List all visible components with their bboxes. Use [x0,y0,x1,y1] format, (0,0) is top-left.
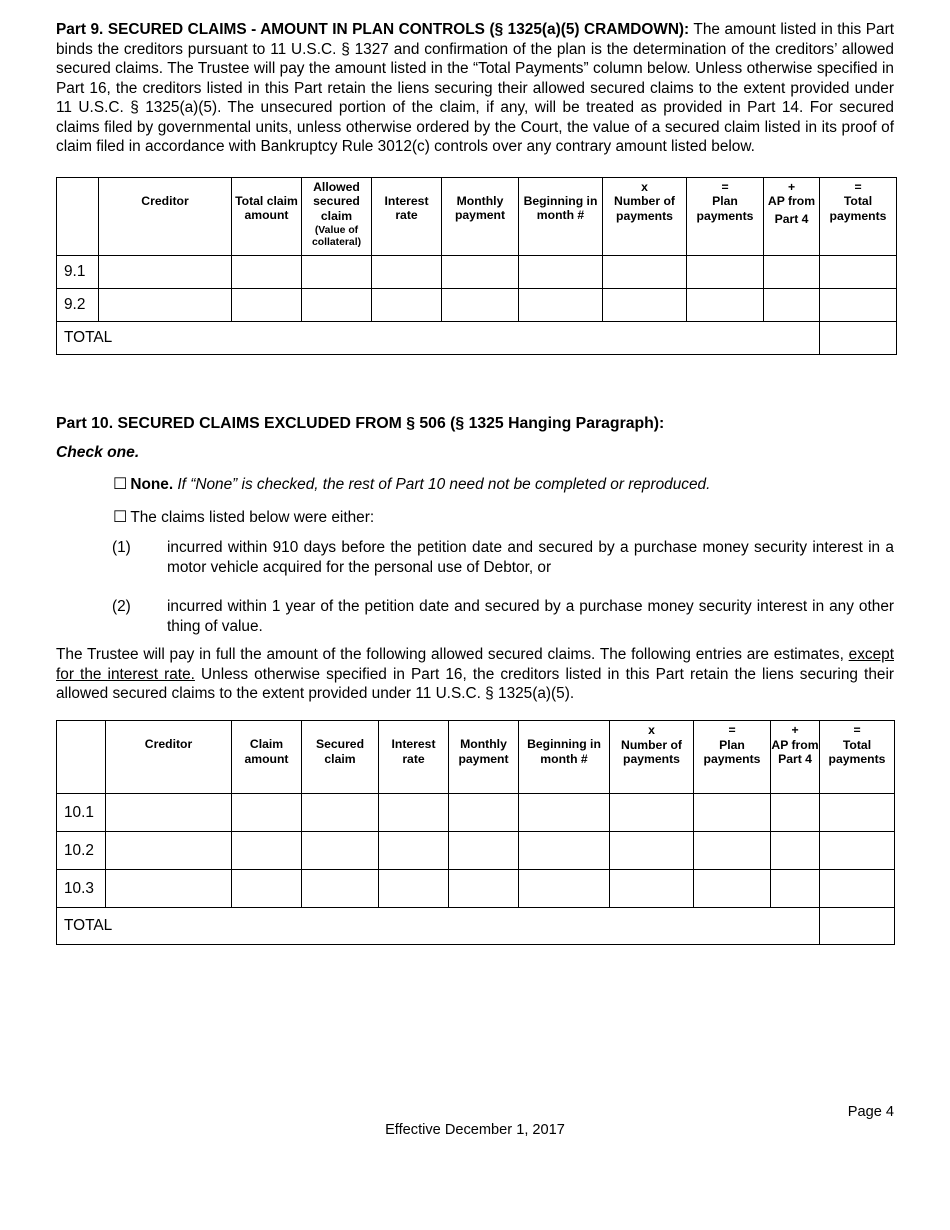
part9-header-total: = Total payments [820,177,897,255]
table-cell[interactable] [771,794,820,832]
part10-header-blank [57,721,106,794]
table-cell[interactable] [771,870,820,908]
checkbox-icon[interactable]: ☐ [113,476,128,493]
table-cell[interactable] [302,288,372,321]
part10-header-number: x Number of payments [610,721,694,794]
row-label: 10.3 [57,870,106,908]
table-cell[interactable] [820,832,895,870]
interest-rate-underline: except for the interest rate. [56,646,894,683]
table-cell[interactable] [106,794,232,832]
total-label: TOTAL [57,908,820,945]
table-cell[interactable] [519,255,603,288]
part9-heading: Part 9. SECURED CLAIMS - AMOUNT IN PLAN CONTROLS (§ 1325(a)(5) CRAMDOWN): [56,21,690,38]
table-cell[interactable] [610,870,694,908]
table-cell[interactable] [694,832,771,870]
part9-table [56,177,897,355]
item-number: (2) [112,598,131,615]
table-cell[interactable] [449,794,519,832]
part9-header-creditor: Creditor [99,177,232,255]
part10-heading: Part 10. SECURED CLAIMS EXCLUDED FROM § 506 (§ 1325 Hanging Paragraph): [56,415,665,432]
check-one-label: Check one. [56,444,140,461]
page-number: Page 4 [847,1104,894,1120]
table-cell[interactable] [99,288,232,321]
table-cell[interactable] [519,794,610,832]
table-cell[interactable] [99,255,232,288]
table-cell[interactable] [302,832,379,870]
total-cell[interactable] [820,908,895,945]
total-cell[interactable] [820,321,897,354]
part10-header-beginning: Beginning in month # [519,721,610,794]
table-cell[interactable] [610,832,694,870]
table-cell[interactable] [372,255,442,288]
part10-header-monthly: Monthly payment [449,721,519,794]
none-text: If “None” is checked, the rest of Part 10 need not be completed or reproduced. [173,476,711,493]
item-text: incurred within 910 days before the petition date and secured by a purchase money security interest in a motor vehicle acquired for the personal use of Debtor, or [167,539,894,576]
table-row [57,870,895,908]
table-cell[interactable] [442,288,519,321]
total-label: TOTAL [57,321,820,354]
table-cell[interactable] [106,832,232,870]
table-cell[interactable] [820,255,897,288]
table-cell[interactable] [232,832,302,870]
table-row [57,288,897,321]
effective-date: Effective December 1, 2017 [385,1122,565,1138]
table-cell[interactable] [232,870,302,908]
part10-pay-paragraph: The Trustee will pay in full the amount of the following allowed secured claims. The following entries are estimates, except for the interest rate. Unless otherwise specified in Part 16, the creditors listed in this Part retain the liens securing their allowed secured claims to the extent provided under 11 U.S.C. § 1325(a)(5). [56,646,894,702]
part10-header-plan: = Plan payments [694,721,771,794]
part9-header-monthly: Monthly payment [442,177,519,255]
part9-intro [56,20,894,157]
none-label: None. [130,476,174,493]
option-none[interactable] [113,474,710,494]
table-cell[interactable] [106,870,232,908]
part9-header-plan: = Plan payments [687,177,764,255]
table-cell[interactable] [232,794,302,832]
table-cell[interactable] [519,832,610,870]
table-cell[interactable] [687,255,764,288]
part9-total-row [57,321,897,354]
table-cell[interactable] [302,794,379,832]
table-cell[interactable] [764,288,820,321]
table-cell[interactable] [820,794,895,832]
part9-header-beginning: Beginning in month # [519,177,603,255]
item-number: (1) [112,539,131,556]
table-cell[interactable] [442,255,519,288]
part9-header-number: x Number of payments [603,177,687,255]
table-cell[interactable] [820,870,895,908]
table-row [57,832,895,870]
table-row [57,794,895,832]
table-cell[interactable] [449,870,519,908]
part9-header-total-claim: Total claim amount [232,177,302,255]
table-cell[interactable] [603,288,687,321]
part10-header-secured: Secured claim [302,721,379,794]
table-cell[interactable] [372,288,442,321]
table-cell[interactable] [232,255,302,288]
option-claims-listed[interactable] [113,507,374,527]
part9-body: The amount listed in this Part binds the creditors pursuant to 11 U.S.C. § 1327 and confirmation of the plan is the determination of the creditors’ allowed secured claims. The Trustee will pay the amount listed in the “Total Payments” column below. Unless otherwise specified in Part 16, the creditors listed in this Part retain the liens securing their allowed secured claims to the extent provided under 11 U.S.C. § 1325(a)(5). The unsecured portion of the claim, if any, will be treated as provided in Part 14. For secured claims filed by governmental units, unless otherwise ordered by the Court, the value of a secured claim listed in its proof of claim filed in accordance with Bankruptcy Rule 3012(c) controls over any contrary amount listed below. [56,21,894,155]
table-cell[interactable] [302,255,372,288]
table-cell[interactable] [449,832,519,870]
row-label: 10.1 [57,794,106,832]
table-cell[interactable] [610,794,694,832]
part10-header-claim: Claim amount [232,721,302,794]
part9-header-row [57,177,897,255]
table-cell[interactable] [519,288,603,321]
part10-header-interest: Interest rate [379,721,449,794]
part10-total-row [57,908,895,945]
table-cell[interactable] [302,870,379,908]
part10-header-creditor: Creditor [106,721,232,794]
table-cell[interactable] [694,870,771,908]
table-cell[interactable] [771,832,820,870]
row-label: 9.1 [57,255,99,288]
table-cell[interactable] [687,288,764,321]
table-cell[interactable] [519,870,610,908]
table-cell[interactable] [232,288,302,321]
page-content [56,20,894,355]
part9-header-blank [57,177,99,255]
table-cell[interactable] [379,832,449,870]
checkbox-icon[interactable]: ☐ [113,509,128,526]
part9-header-interest: Interest rate [372,177,442,255]
part9-header-ap: + AP from Part 4 [764,177,820,255]
table-cell[interactable] [603,255,687,288]
part10-header-total: = Total payments [820,721,895,794]
table-cell[interactable] [379,870,449,908]
table-row [57,255,897,288]
part9-header-allowed-secured: Allowed secured claim (Value of collateral) [302,177,372,255]
claims-listed-text: The claims listed below were either: [130,509,375,526]
part10-header-row [57,721,895,794]
table-cell[interactable] [820,288,897,321]
part9-header-allowed-sub: (Value of collateral) [311,225,362,248]
row-label: 10.2 [57,832,106,870]
part10-table [56,720,895,945]
row-label: 9.2 [57,288,99,321]
table-cell[interactable] [764,255,820,288]
item-text: incurred within 1 year of the petition date and secured by a purchase money security interest in any other thing of value. [167,598,894,635]
part10-header-ap: + AP from Part 4 [771,721,820,794]
table-cell[interactable] [379,794,449,832]
table-cell[interactable] [694,794,771,832]
